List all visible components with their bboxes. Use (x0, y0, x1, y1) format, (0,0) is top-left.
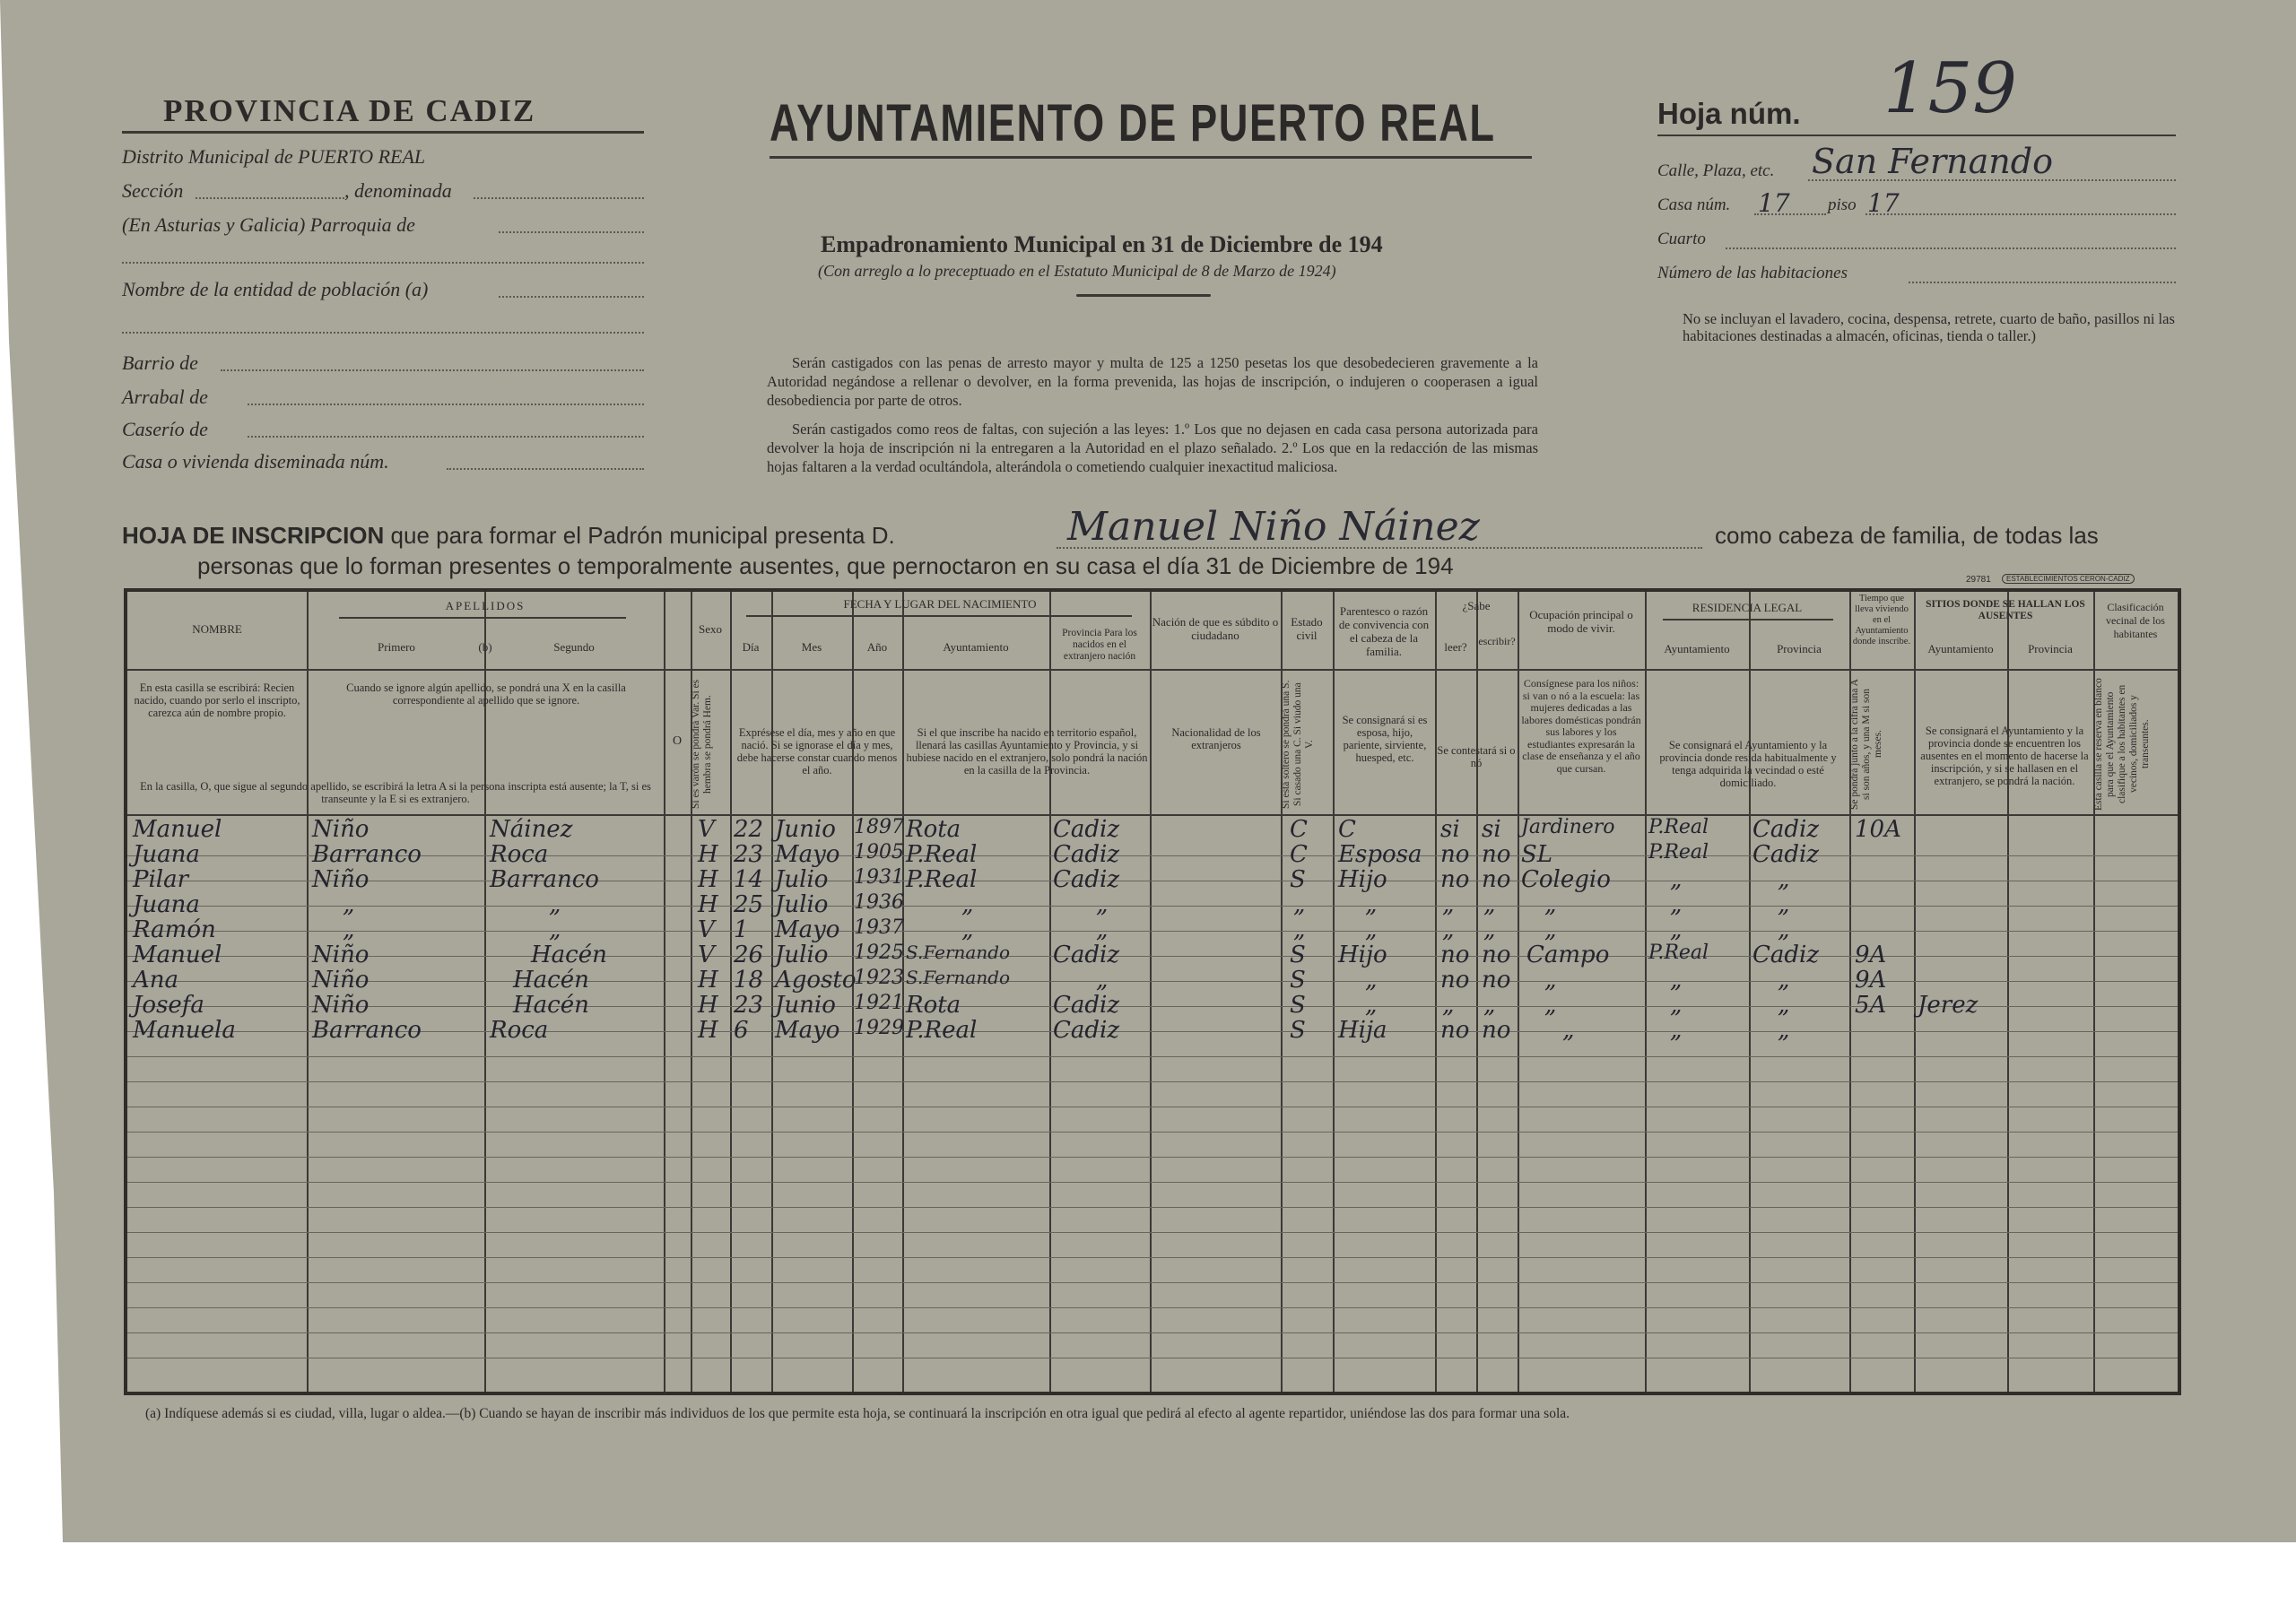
rooms-count-label: Número de las habitaciones (1657, 264, 1848, 282)
cell-tiempo[interactable]: 5A (1855, 992, 1887, 1019)
cell-ano[interactable]: 1937 (854, 916, 904, 939)
casa-diseminada-label: Casa o vivienda diseminada núm. (122, 450, 389, 473)
table-row[interactable] (127, 841, 2178, 866)
header-sit-ayuntamiento: Ayuntamiento (1927, 642, 1994, 655)
cell-escribir[interactable]: no (1482, 967, 1511, 994)
cell-primero[interactable]: „ (343, 916, 355, 943)
cell-provincia[interactable]: „ (1096, 916, 1109, 943)
cell-res-ayuntamiento[interactable]: „ (1670, 992, 1683, 1019)
cell-ocupacion[interactable]: Jardinero (1521, 816, 1615, 838)
cell-dia[interactable]: 6 (734, 1017, 749, 1044)
cell-res-ayuntamiento[interactable]: „ (1670, 866, 1683, 893)
inscription-tail: como cabeza de familia, de todas las (1715, 522, 2099, 549)
caserio-field[interactable] (248, 436, 644, 438)
instruction-lugar: Si el que inscribe ha nacido en territorio español, llenará las casillas Ayuntamiento y Provincia, y si hubiese nacido en el extranjero, solo pondrá la nación en la casilla de la Provincia. (906, 726, 1148, 777)
cell-segundo[interactable]: Roca (490, 841, 549, 868)
cell-leer[interactable]: „ (1442, 891, 1455, 918)
cell-segundo[interactable]: „ (549, 916, 561, 943)
cell-escribir[interactable]: „ (1483, 992, 1496, 1019)
cell-res-ayuntamiento[interactable]: P.Real (1648, 942, 1709, 964)
ornament-divider (1076, 294, 1211, 297)
cell-res-provincia[interactable]: „ (1778, 967, 1790, 994)
divider (122, 131, 644, 134)
cell-provincia[interactable]: Cadiz (1053, 816, 1120, 843)
cell-res-ayuntamiento[interactable]: „ (1670, 891, 1683, 918)
caserio-label: Caserío de (122, 418, 208, 440)
instruction-clasificacion: Esta casilla se reserva en blanco para que el Ayuntamiento clasifique a los habitantes en vecinos, domiciliados y transeuntes. (2093, 678, 2151, 811)
cell-dia[interactable]: 23 (734, 841, 764, 868)
cell-ocupacion[interactable]: Campo (1526, 942, 1610, 968)
barrio-field[interactable] (221, 369, 644, 371)
cell-estado[interactable]: S (1290, 967, 1306, 994)
o-column-mark: O (672, 734, 683, 748)
cell-escribir[interactable]: no (1482, 1017, 1511, 1044)
cell-ayuntamiento[interactable]: Rota (906, 816, 961, 843)
section-label: Sección (122, 179, 184, 202)
cell-provincia[interactable]: „ (1096, 967, 1109, 994)
cell-escribir[interactable]: si (1482, 816, 1501, 843)
cell-res-provincia[interactable]: „ (1778, 992, 1790, 1019)
instruction-ocupacion: Consígnese para los niños: si van o nó a la escuela: las mujeres dedicadas a las labores domésticas pondrán sus labores y los estudiantes expresarán la clase de enseñanza y el año que cursan. (1521, 677, 1641, 775)
penalty-paragraph-1: Serán castigados con las penas de arresto mayor y multa de 125 a 1250 pesetas los que desobedecieren gravemente a la Autoridad negándose a rellenar o devolver, en la forma prevenida, las hojas de inscripción, o indujeren o cooperasen a igual desobediencia por parte de otros. (767, 354, 1538, 409)
cell-mes[interactable]: Mayo (775, 841, 840, 868)
census-subtitle: Empadronamiento Municipal en 31 de Diciembre de 194 (821, 231, 1383, 257)
cell-sexo[interactable]: H (698, 866, 718, 893)
cell-ocupacion[interactable]: „ (1544, 916, 1557, 943)
table-row[interactable] (127, 942, 2178, 967)
table-row[interactable] (127, 891, 2178, 916)
cell-estado[interactable]: S (1290, 1017, 1306, 1044)
cell-nombre[interactable]: Josefa (133, 992, 204, 1019)
cell-parentesco[interactable]: Esposa (1338, 841, 1422, 868)
cell-parentesco[interactable]: Hijo (1338, 866, 1387, 893)
header-nombre: NOMBRE (192, 622, 242, 636)
cell-sexo[interactable]: H (698, 967, 718, 994)
cell-mes[interactable]: Junio (775, 816, 836, 843)
cell-parentesco[interactable]: C (1338, 816, 1356, 843)
header-sexo: Sexo (699, 622, 722, 636)
cell-parentesco[interactable]: „ (1365, 967, 1378, 994)
cell-dia[interactable]: 23 (734, 992, 764, 1019)
instruction-fecha: Exprésese el día, mes y año en que nació. Si se ignorase el día y mes, debe hacerse constar cuando menos el año. (736, 726, 898, 777)
council-title: AYUNTAMIENTO DE PUERTO REAL (770, 94, 1496, 152)
printer-number: 29781 (1966, 575, 1991, 585)
cell-dia[interactable]: 14 (734, 866, 764, 893)
cell-dia[interactable]: 1 (734, 916, 749, 943)
cell-parentesco[interactable]: Hija (1338, 1017, 1387, 1044)
header-fecha-lugar: FECHA Y LUGAR DEL NACIMIENTO (843, 597, 1037, 611)
cell-ano[interactable]: 1923 (854, 967, 904, 989)
cell-leer[interactable]: „ (1442, 992, 1455, 1019)
instruction-parentesco: Se consignará si es esposa, hijo, pariente, sirviente, huesped, etc. (1342, 714, 1428, 764)
cell-mes[interactable]: Junio (775, 992, 836, 1019)
cell-ano[interactable]: 1897 (854, 816, 904, 838)
instruction-nacion: Nacionalidad de los extranjeros (1171, 726, 1261, 751)
cell-res-provincia[interactable]: „ (1778, 866, 1790, 893)
cell-res-provincia[interactable]: „ (1778, 1017, 1790, 1044)
header-segundo: Segundo (553, 640, 595, 654)
cell-ayuntamiento[interactable]: S.Fernando (906, 967, 1011, 988)
cell-nombre[interactable]: Ana (133, 967, 179, 994)
header-leer: leer? (1444, 640, 1467, 654)
cell-primero[interactable]: Barranco (312, 1017, 422, 1044)
cell-leer[interactable]: no (1440, 967, 1470, 994)
cell-leer[interactable]: si (1440, 816, 1460, 843)
cell-segundo[interactable]: Hacén (531, 942, 607, 968)
header-escribir: escribir? (1478, 635, 1516, 647)
cell-segundo[interactable]: Hacén (513, 992, 589, 1019)
table-row[interactable] (127, 992, 2178, 1017)
cell-segundo[interactable]: „ (549, 891, 561, 918)
cell-nombre[interactable]: Manuel (133, 942, 222, 968)
cell-ayuntamiento[interactable]: P.Real (906, 1017, 978, 1044)
cell-ayuntamiento[interactable]: „ (961, 891, 974, 918)
cell-ano[interactable]: 1925 (854, 942, 904, 964)
district-label: Distrito Municipal de PUERTO REAL (122, 145, 426, 168)
cell-primero[interactable]: Niño (312, 992, 370, 1019)
cell-mes[interactable]: Mayo (775, 916, 840, 943)
street-label: Calle, Plaza, etc. (1657, 161, 1775, 180)
cell-ocupacion[interactable]: „ (1562, 1017, 1575, 1044)
cell-sexo[interactable]: H (698, 1017, 718, 1044)
floor-field[interactable] (1866, 213, 2176, 215)
province-title: PROVINCIA DE CADIZ (163, 93, 536, 128)
inscription-lead: HOJA DE INSCRIPCION que para formar el Padrón municipal presenta D. (122, 522, 895, 549)
cell-ocupacion[interactable]: „ (1544, 891, 1557, 918)
cell-segundo[interactable]: Roca (490, 1017, 549, 1044)
header-sitios: SITIOS DONDE SE HALLAN LOS AUSENTES (1926, 599, 2085, 621)
sheet-number-value[interactable]: 159 (1883, 48, 2017, 129)
cell-ano[interactable]: 1936 (854, 891, 904, 914)
cell-segundo[interactable]: Náinez (490, 816, 573, 843)
cell-ocupacion[interactable]: Colegio (1521, 866, 1611, 893)
cell-nombre[interactable]: Juana (133, 891, 200, 918)
section-field[interactable] (196, 197, 344, 199)
cell-dia[interactable]: 26 (734, 942, 764, 968)
cell-res-ayuntamiento[interactable]: „ (1670, 1017, 1683, 1044)
penalty-paragraph-2: Serán castigados como reos de faltas, con sujeción a las leyes: 1.º Los que no dejasen en cada casa persona autorizada para devolver la hoja de inscripción ni la entregaren a la Autoridad en el plazo señalado. 2.º Los que en la redacción de las mismas hojas faltaren a la verdad ocultándola, alterándola o cometiendo cualquier inexactitud maliciosa. (767, 421, 1538, 475)
parish-field-continued[interactable] (122, 262, 644, 264)
household-table (124, 588, 2181, 1395)
instruction-sexo: Si es varón se pondrá Var. Si es hembra se pondrá Hem. (691, 679, 713, 810)
cell-leer[interactable]: no (1440, 1017, 1470, 1044)
census-subtitle-note: (Con arreglo a lo preceptuado en el Estatuto Municipal de 8 de Marzo de 1924) (818, 262, 1336, 280)
divider (339, 617, 626, 619)
room-label: Cuarto (1657, 230, 1706, 248)
instruction-apellidos-top: Cuando se ignore algún apellido, se pondrá una X en la casilla correspondiente al apellido que se ignore. (346, 681, 626, 707)
cell-res-provincia[interactable]: „ (1778, 916, 1790, 943)
cell-res-provincia[interactable]: Cadiz (1752, 841, 1820, 868)
cell-ayuntamiento[interactable]: „ (961, 916, 974, 943)
header-estado: Estado civil (1291, 615, 1323, 642)
cell-dia[interactable]: 18 (734, 967, 764, 994)
header-ayuntamiento: Ayuntamiento (943, 640, 1009, 654)
house-number-label: Casa núm. (1657, 195, 1731, 214)
printer-mark: ESTABLECIMIENTOS CERON-CADIZ (2002, 574, 2135, 584)
parish-field[interactable] (499, 231, 644, 233)
cell-primero[interactable]: „ (343, 891, 355, 918)
cell-dia[interactable]: 25 (734, 891, 764, 918)
cell-primero[interactable]: Niño (312, 866, 370, 893)
instruction-residencia: Se consignará el Ayuntamiento y la provincia donde resida habitualmente y tenga adquirida la vecindad o esté domiciliado. (1659, 739, 1837, 789)
cell-parentesco[interactable]: „ (1365, 891, 1378, 918)
cell-mes[interactable]: Julio (775, 866, 829, 893)
cell-ayuntamiento[interactable]: P.Real (906, 841, 978, 868)
instruction-nombre: En esta casilla se escribirá: Recien nacido, cuando por serlo el inscripto, carezca aún de nombre propio. (134, 681, 300, 719)
divider (770, 156, 1532, 159)
cell-provincia[interactable]: Cadiz (1053, 1017, 1120, 1044)
cell-res-ayuntamiento[interactable]: P.Real (1648, 841, 1709, 864)
header-separator (127, 669, 2178, 671)
cell-estado[interactable]: „ (1293, 916, 1306, 943)
cell-sit-ayuntamiento[interactable]: Jerez (1918, 992, 1979, 1019)
header-ano: Año (866, 640, 888, 654)
header-res-provincia: Provincia (1777, 642, 1822, 655)
header-ocupacion: Ocupación principal o modo de vivir. (1529, 608, 1633, 635)
cell-provincia[interactable]: „ (1096, 891, 1109, 918)
cell-escribir[interactable]: no (1482, 866, 1511, 893)
cell-res-ayuntamiento[interactable]: P.Real (1648, 816, 1709, 838)
cell-segundo[interactable]: Hacén (513, 967, 589, 994)
sheet-number-label: Hoja núm. (1657, 97, 1801, 130)
cell-mes[interactable]: Agosto (775, 967, 857, 994)
entity-label: Nombre de la entidad de población (a) (122, 278, 429, 300)
header-res-ayuntamiento: Ayuntamiento (1664, 642, 1730, 655)
header-tiempo: Tiempo que lleva viviendo en el Ayuntamiento donde inscribe. (1852, 594, 1911, 647)
cell-leer[interactable]: „ (1442, 916, 1455, 943)
footnote: (a) Indíquese además si es ciudad, villa, lugar o aldea.—(b) Cuando se hayan de inscribir más individuos de los que permite esta hoja, se continuará la inscripción en otra igual que pedirá al efecto al agente repartidor, uniéndose las dos para formar una sola. (145, 1406, 1570, 1421)
cell-parentesco[interactable]: „ (1365, 916, 1378, 943)
head-name-value[interactable]: Manuel Niño Náinez (1067, 504, 1480, 550)
header-b: (b) (478, 640, 492, 654)
cell-provincia[interactable]: Cadiz (1053, 866, 1120, 893)
cell-res-provincia[interactable]: Cadiz (1752, 942, 1820, 968)
cell-res-provincia[interactable]: „ (1778, 891, 1790, 918)
entity-field[interactable] (499, 296, 644, 298)
cell-primero[interactable]: Niño (312, 942, 370, 968)
cell-ano[interactable]: 1929 (854, 1017, 904, 1039)
parish-label: (En Asturias y Galicia) Parroquia de (122, 213, 415, 236)
denominated-label: , denominada (344, 179, 452, 202)
cell-mes[interactable]: Mayo (775, 1017, 840, 1044)
header-sabe: ¿Sabe (1462, 599, 1491, 612)
cell-primero[interactable]: Niño (312, 967, 370, 994)
street-value[interactable]: San Fernando (1812, 142, 2053, 181)
cell-estado[interactable]: S (1290, 942, 1306, 968)
cell-leer[interactable]: no (1440, 866, 1470, 893)
cell-estado[interactable]: „ (1293, 891, 1306, 918)
table-row[interactable] (127, 967, 2178, 992)
cell-provincia[interactable]: Cadiz (1053, 841, 1120, 868)
instruction-sabe: Se contestará si o nó (1437, 744, 1516, 769)
rooms-count-field[interactable] (1909, 282, 2176, 283)
cell-ocupacion[interactable]: „ (1544, 992, 1557, 1019)
instruction-sitios: Se consignará el Ayuntamiento y la provincia donde se encuentren los ausentes en el momento de hacerse la inscripción, y si se hallasen en el extranjero, se pondrá la nación. (1920, 725, 2089, 787)
header-dia: Día (742, 640, 760, 654)
cell-provincia[interactable]: Cadiz (1053, 992, 1120, 1019)
cell-ocupacion[interactable]: „ (1544, 967, 1557, 994)
divider (1657, 135, 2176, 136)
cell-ayuntamiento[interactable]: S.Fernando (906, 942, 1011, 963)
cell-primero[interactable]: Barranco (312, 841, 422, 868)
header-residencia: RESIDENCIA LEGAL (1692, 601, 1803, 614)
header-nacion: Nación de que es súbdito o ciudadano (1152, 615, 1279, 642)
cell-nombre[interactable]: Manuela (133, 1017, 236, 1044)
table-row[interactable] (127, 816, 2178, 841)
cell-ano[interactable]: 1931 (854, 866, 904, 889)
divider (746, 615, 1132, 617)
arrabal-label: Arrabal de (122, 386, 208, 408)
table-row[interactable] (127, 866, 2178, 891)
cell-dia[interactable]: 22 (734, 816, 764, 843)
cell-sexo[interactable]: H (698, 841, 718, 868)
inscription-line2: personas que lo forman presentes o temporalmente ausentes, que pernoctaron en su casa el día 31 de Diciembre de 194 (197, 552, 1454, 579)
cell-ocupacion[interactable]: SL (1521, 841, 1553, 868)
header-mes: Mes (801, 640, 822, 654)
header-primero: Primero (378, 640, 415, 654)
cell-sexo[interactable]: H (698, 891, 718, 918)
cell-estado[interactable]: S (1290, 992, 1306, 1019)
cell-sexo[interactable]: V (698, 942, 715, 968)
cell-escribir[interactable]: no (1482, 942, 1511, 968)
header-sit-provincia: Provincia (2028, 642, 2073, 655)
cell-leer[interactable]: no (1440, 841, 1470, 868)
cell-ano[interactable]: 1905 (854, 841, 904, 864)
cell-res-provincia[interactable]: Cadiz (1752, 816, 1820, 843)
cell-escribir[interactable]: „ (1483, 891, 1496, 918)
table-row[interactable] (127, 1017, 2178, 1042)
cell-escribir[interactable]: no (1482, 841, 1511, 868)
cell-tiempo[interactable]: 9A (1855, 967, 1887, 994)
instruction-tiempo: Se pondrá junto a la cifra una A si son años, y una M si son meses. (1849, 679, 1883, 810)
cell-ayuntamiento[interactable]: Rota (906, 992, 961, 1019)
arrabal-field[interactable] (248, 404, 644, 405)
cell-ayuntamiento[interactable]: P.Real (906, 866, 978, 893)
cell-mes[interactable]: Julio (775, 891, 829, 918)
cell-estado[interactable]: C (1290, 841, 1308, 868)
floor-value[interactable]: 17 (1867, 188, 1900, 218)
header-apellidos: APELLIDOS (445, 599, 526, 612)
barrio-label: Barrio de (122, 352, 198, 374)
cell-ano[interactable]: 1921 (854, 992, 904, 1014)
cell-primero[interactable]: Niño (312, 816, 370, 843)
cell-provincia[interactable]: Cadiz (1053, 942, 1120, 968)
cell-escribir[interactable]: „ (1483, 916, 1496, 943)
cell-res-ayuntamiento[interactable]: „ (1670, 916, 1683, 943)
cell-estado[interactable]: C (1290, 816, 1308, 843)
denominated-field[interactable] (474, 197, 644, 199)
header-provincia-nac: Provincia Para los nacidos en el extranjero nación (1062, 628, 1137, 662)
cell-res-ayuntamiento[interactable]: „ (1670, 967, 1683, 994)
instruction-apellidos-bottom: En la casilla, O, que sigue al segundo apellido, se escribirá la letra A si la persona inscripta está ausente; la T, si es transeunte y la E si es extranjero. (140, 780, 651, 805)
cell-nombre[interactable]: Juana (133, 841, 200, 868)
casa-diseminada-field[interactable] (447, 468, 644, 470)
header-parentesco: Parentesco o razón de convivencia con el cabeza de la familia. (1338, 604, 1430, 658)
house-number-value[interactable]: 17 (1758, 188, 1790, 218)
header-clasificacion: Clasificación vecinal de los habitantes (2106, 601, 2165, 640)
cell-estado[interactable]: S (1290, 866, 1306, 893)
room-field[interactable] (1726, 247, 2176, 249)
rooms-note: No se incluyan el lavadero, cocina, despensa, retrete, cuarto de baño, pasillos ni las habitaciones destinadas a almacén, oficinas, tienda o taller.) (1683, 310, 2175, 344)
cell-segundo[interactable]: Barranco (490, 866, 599, 893)
cell-mes[interactable]: Julio (775, 942, 829, 968)
cell-nombre[interactable]: Manuel (133, 816, 222, 843)
instruction-estado: Si está soltero se pondrá una S. Si casado una C. Si viudo una V. (1281, 680, 1315, 809)
cell-sexo[interactable]: V (698, 816, 715, 843)
cell-sexo[interactable]: H (698, 992, 718, 1019)
cell-tiempo[interactable]: 10A (1855, 816, 1901, 843)
cell-nombre[interactable]: Pilar (133, 866, 189, 893)
cell-parentesco[interactable]: „ (1365, 992, 1378, 1019)
entity-field-continued[interactable] (122, 332, 644, 334)
cell-nombre[interactable]: Ramón (133, 916, 216, 943)
cell-leer[interactable]: no (1440, 942, 1470, 968)
table-row[interactable] (127, 916, 2178, 942)
cell-tiempo[interactable]: 9A (1855, 942, 1887, 968)
cell-sexo[interactable]: V (698, 916, 715, 943)
floor-label: piso (1828, 195, 1857, 214)
divider (1663, 619, 1833, 621)
cell-parentesco[interactable]: Hijo (1338, 942, 1387, 968)
